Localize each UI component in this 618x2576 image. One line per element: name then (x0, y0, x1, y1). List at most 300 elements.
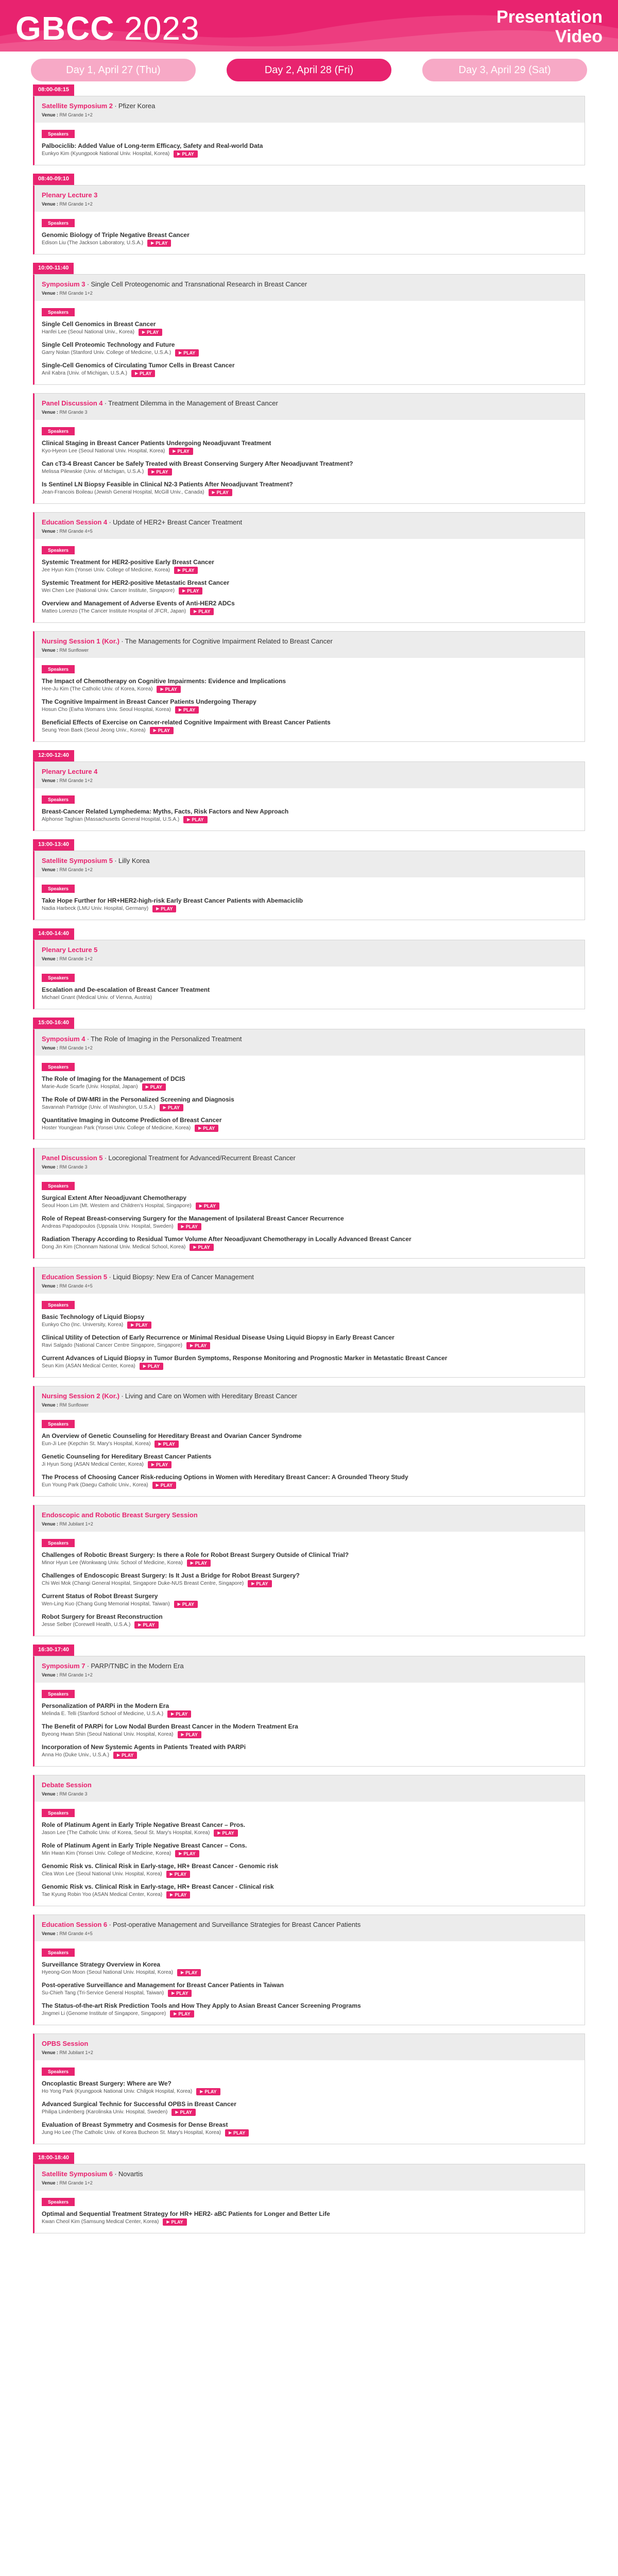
play-button[interactable] (160, 1104, 183, 1111)
talk-item (42, 1235, 577, 1251)
talk-item (42, 1215, 577, 1230)
session-venue (42, 529, 577, 534)
play-button[interactable] (140, 1363, 163, 1370)
speakers-badge: Speakers (42, 2067, 75, 2076)
talk-speaker: Eun Young Park (Daegu Catholic Univ., Korea) (42, 1482, 148, 1488)
session-title (42, 280, 577, 289)
venue-value: RM Grande 1+2 (59, 1045, 93, 1050)
session-venue (42, 648, 577, 653)
talk-meta (42, 587, 577, 595)
talk-title: Role of Repeat Breast-conserving Surgery for the Management of Ipsilateral Breast Cancer Recurrence (42, 1215, 344, 1222)
play-button[interactable] (167, 1710, 191, 1718)
session-header (35, 632, 585, 658)
talk-item (42, 1096, 577, 1111)
play-button[interactable] (178, 1223, 201, 1230)
session-desc-sep: ∙ (119, 637, 125, 645)
venue-value: RM Sunflower (59, 1402, 89, 1408)
speakers-badge: Speakers (42, 1182, 75, 1190)
session-card (33, 1386, 585, 1497)
play-button[interactable] (148, 468, 171, 476)
play-button[interactable] (177, 1969, 201, 1976)
venue-key: Venue : (42, 1283, 59, 1289)
talk-speaker: Eunkyo Cho (Inc. University, Korea) (42, 1322, 124, 1328)
talk-speaker: Wei Chen Lee (National Univ. Cancer Institute, Singapore) (42, 588, 175, 594)
session-type: Plenary Lecture 3 (42, 191, 98, 199)
session-type: OPBS Session (42, 2040, 89, 2047)
talk-item (42, 677, 577, 693)
talk-item (42, 1116, 577, 1132)
venue-key: Venue : (42, 648, 59, 653)
talk-title: Current Status of Robot Breast Surgery (42, 1592, 158, 1600)
venue-key: Venue : (42, 1164, 59, 1170)
play-icon: ▶ (151, 469, 155, 474)
talk-speaker: Hoster Youngjean Park (Yonsei Univ. College of Medicine, Korea) (42, 1125, 191, 1131)
play-icon: ▶ (145, 1084, 149, 1089)
session-card (33, 1029, 585, 1140)
talk-item (42, 1883, 577, 1899)
talk-title: Can cT3-4 Breast Cancer be Safely Treated with Breast Conserving Surgery After Neoadjuvant Treatment? (42, 460, 353, 467)
play-button[interactable] (154, 1440, 178, 1448)
venue-value: RM Grande 1+2 (59, 291, 93, 296)
talk-speaker: Ho Yong Park (Kyungpook National Univ. Chilgok Hospital, Korea) (42, 2089, 193, 2094)
venue-value: RM Grande 1+2 (59, 778, 93, 783)
play-button[interactable] (163, 2218, 186, 2226)
session-card (33, 1914, 585, 2025)
play-label: PLAY (183, 1851, 196, 1856)
talk-speaker: Eun-Ji Lee (Kepchin St. Mary's Hospital, Korea) (42, 1441, 151, 1447)
play-button[interactable] (178, 1731, 201, 1738)
logo-text: GBCC (15, 10, 115, 47)
speakers-badge: Speakers (42, 885, 75, 893)
play-button[interactable] (175, 706, 199, 714)
talk-meta (42, 608, 577, 615)
session-card (33, 1148, 585, 1259)
play-button[interactable] (157, 686, 180, 693)
session-body (35, 1532, 585, 1636)
talk-speaker: Wen-Ling Kuo (Chang Gung Memorial Hospital, Taiwan) (42, 1601, 170, 1607)
speakers-badge: Speakers (42, 427, 75, 435)
play-button[interactable] (179, 587, 202, 595)
talk-title: Robot Surgery for Breast Reconstruction (42, 1613, 163, 1620)
logo[interactable] (15, 9, 200, 47)
talk-item (42, 1702, 577, 1718)
play-label: PLAY (135, 1323, 148, 1328)
play-button[interactable] (248, 1580, 271, 1587)
play-icon: ▶ (199, 1204, 202, 1208)
speakers-badge: Speakers (42, 1948, 75, 1957)
talk-item (42, 231, 577, 247)
tab-day-2[interactable]: Day 2, April 28 (Fri) (227, 59, 391, 81)
venue-value: RM Grande 1+2 (59, 956, 93, 961)
talk-item (42, 986, 577, 1002)
talk-title: Optimal and Sequential Treatment Strategy for HR+ HER2- aBC Patients for Longer and Better Life (42, 2210, 330, 2217)
play-label: PLAY (156, 241, 168, 246)
session-body (35, 1802, 585, 1906)
play-label: PLAY (182, 568, 195, 573)
session-title (42, 2170, 577, 2178)
talk-item (42, 362, 577, 377)
session-venue (42, 1931, 577, 1936)
session-type: Satellite Symposium 2 (42, 102, 113, 110)
talk-meta (42, 1125, 577, 1132)
session-card (33, 96, 585, 165)
session-block (33, 1914, 585, 2025)
session-venue (42, 778, 577, 783)
talk-item (42, 1432, 577, 1448)
session-type: Satellite Symposium 5 (42, 857, 113, 865)
session-desc: Lilly Korea (118, 857, 150, 865)
venue-value: RM Grande 3 (59, 410, 88, 415)
session-body (35, 1294, 585, 1377)
play-icon: ▶ (151, 1462, 155, 1467)
play-label: PLAY (185, 1970, 198, 1975)
talk-meta (42, 1990, 577, 1997)
play-button[interactable] (186, 1342, 210, 1349)
venue-value: RM Grande 3 (59, 1164, 88, 1170)
play-button[interactable] (150, 727, 174, 734)
play-icon: ▶ (180, 1970, 184, 1975)
play-button[interactable] (127, 1321, 151, 1329)
talk-meta (42, 489, 577, 496)
play-button[interactable] (195, 1125, 218, 1132)
session-desc: Pfizer Korea (118, 102, 156, 110)
talk-title: Escalation and De-escalation of Breast Cancer Treatment (42, 986, 210, 993)
session-venue (42, 1521, 577, 1527)
talk-meta (42, 1829, 577, 1837)
play-label: PLAY (198, 1245, 210, 1250)
talk-item (42, 1453, 577, 1468)
talk-title: The Status-of-the-art Risk Prediction Tools and How They Apply to Asian Breast Cancer Screening Programs (42, 2002, 361, 2009)
talk-title: Genomic Risk vs. Clinical Risk in Early-stage, HR+ Breast Cancer - Genomic risk (42, 1862, 279, 1870)
play-button[interactable] (175, 1850, 199, 1857)
session-type: Nursing Session 1 (Kor.) (42, 637, 119, 645)
session-type: Debate Session (42, 1781, 92, 1789)
talk-meta (42, 1244, 577, 1251)
session-body (35, 1683, 585, 1766)
play-icon: ▶ (179, 350, 182, 355)
talk-item (42, 1842, 577, 1857)
talk-speaker: Jung Ho Lee (The Catholic Univ. of Korea Bucheon St. Mary's Hospital, Korea) (42, 2130, 221, 2136)
play-icon: ▶ (212, 490, 215, 495)
session-header (35, 762, 585, 788)
speakers-badge: Speakers (42, 2198, 75, 2206)
play-icon: ▶ (181, 1732, 184, 1737)
talk-item (42, 558, 577, 574)
talk-meta (42, 240, 577, 247)
play-label: PLAY (150, 1084, 162, 1090)
talk-speaker: Hyeong-Gon Moon (Seoul National Univ. Hospital, Korea) (42, 1970, 173, 1975)
play-button[interactable] (152, 1482, 176, 1489)
play-icon: ▶ (169, 1872, 173, 1876)
play-button[interactable] (142, 1083, 166, 1091)
play-icon: ▶ (163, 1105, 166, 1110)
play-label: PLAY (167, 1105, 180, 1110)
talk-speaker: Marie-Aude Scarfe (Univ. Hospital, Japan) (42, 1084, 138, 1090)
session-title (42, 1511, 577, 1519)
talk-title: Challenges of Endoscopic Breast Surgery: Is It Just a Bridge for Robot Breast Surgery? (42, 1572, 300, 1579)
talk-speaker: Ji Hyun Song (ASAN Medical Center, Korea) (42, 1462, 144, 1467)
tab-day-3[interactable]: Day 3, April 29 (Sat) (422, 59, 587, 81)
play-button[interactable] (113, 1752, 137, 1759)
session-block (33, 512, 585, 623)
session-card (33, 940, 585, 1009)
session-venue (42, 410, 577, 415)
talk-title: Clinical Staging in Breast Cancer Patients Undergoing Neoadjuvant Treatment (42, 439, 271, 447)
talk-title: Advanced Surgical Technic for Successful OPBS in Breast Cancer (42, 2100, 236, 2108)
talk-title: Is Sentinel LN Biopsy Feasible in Clinical N2-3 Patients After Neoadjuvant Treatment? (42, 481, 293, 488)
session-block (33, 1386, 585, 1497)
play-label: PLAY (156, 469, 168, 474)
play-label: PLAY (143, 1622, 155, 1628)
talk-speaker: Chi Wei Mok (Changi General Hospital, Singapore Duke-NUS Breast Centre, Singapore) (42, 1581, 244, 1586)
talk-title: Evaluation of Breast Symmetry and Cosmesis for Dense Breast (42, 2121, 228, 2128)
session-desc-sep: ∙ (113, 857, 118, 865)
session-card (33, 393, 585, 504)
play-button[interactable] (214, 1829, 237, 1837)
talk-item (42, 1075, 577, 1091)
play-icon: ▶ (158, 1442, 162, 1446)
session-block (33, 928, 585, 1009)
play-button[interactable] (183, 816, 207, 823)
session-block (33, 2153, 585, 2233)
play-button[interactable] (209, 489, 232, 496)
talk-meta (42, 329, 577, 336)
venue-value: RM Grande 4+5 (59, 529, 93, 534)
session-venue (42, 2050, 577, 2055)
play-button[interactable] (196, 1202, 219, 1210)
talk-item (42, 1592, 577, 1608)
session-body (35, 420, 585, 503)
play-label: PLAY (174, 1872, 186, 1877)
talk-item (42, 1551, 577, 1567)
session-desc: Locoregional Treatment for Advanced/Recurrent Breast Cancer (108, 1154, 296, 1162)
session-title (42, 1154, 577, 1162)
session-header (35, 1148, 585, 1175)
play-icon: ▶ (171, 1991, 175, 1995)
play-button[interactable] (166, 1871, 190, 1878)
play-icon: ▶ (116, 1753, 121, 1757)
session-header (35, 185, 585, 212)
session-desc: Liquid Biopsy: New Era of Cancer Management (113, 1273, 254, 1281)
talk-meta (42, 1482, 577, 1489)
session-body (35, 788, 585, 831)
play-button[interactable] (174, 150, 197, 158)
play-label: PLAY (177, 449, 190, 454)
talk-speaker: Seun Kim (ASAN Medical Center, Korea) (42, 1363, 135, 1369)
play-label: PLAY (204, 2089, 217, 2094)
play-icon: ▶ (131, 1323, 134, 1327)
session-body (35, 1941, 585, 2025)
play-button[interactable] (174, 1601, 198, 1608)
venue-key: Venue : (42, 1791, 59, 1797)
talk-item (42, 1743, 577, 1759)
talk-title: The Role of DW-MRI in the Personalized Screening and Diagnosis (42, 1096, 234, 1103)
talk-item (42, 1473, 577, 1489)
session-body (35, 123, 585, 165)
play-button[interactable] (152, 905, 176, 912)
venue-key: Venue : (42, 778, 59, 783)
session-header (35, 96, 585, 123)
play-label: PLAY (256, 1581, 268, 1586)
talk-speaker: Min Hwan Kim (Yonsei Univ. College of Medicine, Korea) (42, 1851, 171, 1856)
play-label: PLAY (122, 1753, 134, 1758)
session-title (42, 1920, 577, 1929)
play-label: PLAY (178, 2011, 191, 2016)
session-card (33, 512, 585, 623)
play-button[interactable] (166, 1891, 190, 1899)
talk-item (42, 460, 577, 476)
play-button[interactable] (139, 329, 162, 336)
page-title-line2: Video (555, 27, 603, 46)
talk-meta (42, 816, 577, 823)
session-header (35, 1656, 585, 1683)
session-time: 18:00-18:40 (33, 2153, 74, 2164)
play-icon: ▶ (177, 1602, 181, 1606)
session-desc: Novartis (118, 2170, 143, 2178)
tab-day-1[interactable]: Day 1, April 27 (Thu) (31, 59, 196, 81)
play-label: PLAY (147, 330, 159, 335)
talk-meta (42, 1891, 577, 1899)
talk-meta (42, 150, 577, 158)
talk-item (42, 1981, 577, 1997)
talk-title: Role of Platinum Agent in Early Triple Negative Breast Cancer – Cons. (42, 1842, 247, 1849)
venue-value: RM Grande 3 (59, 1791, 88, 1797)
play-label: PLAY (195, 1343, 207, 1348)
play-icon: ▶ (217, 1831, 221, 1835)
header (0, 0, 618, 52)
session-block (33, 839, 585, 920)
venue-value: RM Grande 1+2 (59, 867, 93, 872)
talk-speaker: Jingmei Li (Genome Institute of Singapore, Singapore) (42, 2011, 166, 2016)
talk-speaker: Byeong Hwan Shin (Seoul National Univ. Hospital, Korea) (42, 1732, 174, 1737)
session-block (33, 1775, 585, 1906)
talk-title: Genomic Risk vs. Clinical Risk in Early-stage, HR+ Breast Cancer - Clinical risk (42, 1883, 274, 1890)
speakers-badge: Speakers (42, 795, 75, 804)
session-desc: The Role of Imaging in the Personalized Treatment (91, 1035, 242, 1043)
talk-speaker: Tae Kyung Robin Yoo (ASAN Medical Center, Korea) (42, 1892, 163, 1897)
play-icon: ▶ (171, 1711, 175, 1716)
day-tabs (0, 52, 618, 84)
session-type: Symposium 7 (42, 1662, 85, 1670)
session-type: Plenary Lecture 4 (42, 768, 98, 775)
talk-meta (42, 1321, 577, 1329)
play-label: PLAY (182, 151, 194, 157)
speakers-badge: Speakers (42, 1809, 75, 1817)
session-venue (42, 2180, 577, 2185)
speakers-badge: Speakers (42, 1539, 75, 1547)
talk-item (42, 1723, 577, 1738)
session-header (35, 275, 585, 301)
session-venue (42, 1791, 577, 1797)
session-desc-sep: ∙ (107, 518, 113, 526)
venue-key: Venue : (42, 1402, 59, 1408)
play-button[interactable] (190, 1244, 213, 1251)
play-label: PLAY (222, 1831, 234, 1836)
play-button[interactable] (187, 1560, 211, 1567)
session-header (35, 394, 585, 420)
talk-title: Challenges of Robotic Breast Surgery: Is there a Role for Robot Breast Surgery Outside of Clinical Trial? (42, 1551, 349, 1558)
talk-meta (42, 1223, 577, 1230)
talk-speaker: Edison Liu (The Jackson Laboratory, U.S.A.) (42, 240, 144, 246)
play-button[interactable] (168, 1990, 192, 1997)
venue-value: RM Grande 1+2 (59, 201, 93, 207)
speakers-badge: Speakers (42, 130, 75, 138)
logo-year: 2023 (124, 10, 200, 47)
talk-speaker: Savannah Partridge (Univ. of Washington, U.S.A.) (42, 1105, 156, 1110)
play-button[interactable] (196, 2088, 220, 2095)
play-label: PLAY (176, 1991, 188, 1996)
play-button[interactable] (169, 448, 193, 455)
session-desc-sep: ∙ (113, 102, 118, 110)
talk-meta (42, 1752, 577, 1759)
session-header (35, 940, 585, 967)
talk-speaker: Andreas Papadopoulos (Uppsala Univ. Hospital, Sweden) (42, 1224, 174, 1229)
talk-speaker: Dong Jin Kim (Chonnam National Univ. Medical School, Korea) (42, 1244, 186, 1250)
session-venue (42, 1164, 577, 1170)
talk-speaker: Su-Chieh Tang (Tri-Service General Hospital, Taiwan) (42, 1990, 164, 1996)
play-button[interactable] (225, 2129, 249, 2137)
play-label: PLAY (198, 609, 211, 614)
talk-meta (42, 1083, 577, 1091)
session-venue (42, 112, 577, 117)
talk-item (42, 2121, 577, 2137)
talk-meta (42, 1580, 577, 1587)
play-icon: ▶ (142, 330, 146, 334)
play-button[interactable] (131, 370, 155, 377)
venue-key: Venue : (42, 1672, 59, 1677)
play-button[interactable] (171, 2109, 195, 2116)
talk-meta (42, 1440, 577, 1448)
talk-speaker: Matteo Lorenzo (The Cancer Institute Hospital of JFCR, Japan) (42, 608, 186, 614)
session-card (33, 1775, 585, 1906)
session-title (42, 637, 577, 646)
play-icon: ▶ (174, 2011, 177, 2016)
session-block (33, 1018, 585, 1140)
play-icon: ▶ (178, 707, 182, 712)
play-label: PLAY (160, 1483, 173, 1488)
talk-item (42, 2002, 577, 2018)
session-title (42, 191, 577, 199)
play-label: PLAY (163, 1442, 175, 1447)
session-type: Panel Discussion 5 (42, 1154, 103, 1162)
play-button[interactable] (190, 608, 214, 615)
play-button[interactable] (134, 1621, 158, 1629)
session-body (35, 1056, 585, 1139)
play-label: PLAY (185, 1732, 198, 1737)
talk-meta (42, 370, 577, 377)
session-block (33, 631, 585, 742)
speakers-badge: Speakers (42, 219, 75, 227)
session-title (42, 101, 577, 110)
talk-meta (42, 1202, 577, 1210)
venue-value: RM Grande 1+2 (59, 112, 93, 117)
play-button[interactable] (148, 1461, 171, 1468)
session-block (33, 2033, 585, 2144)
session-time: 13:00-13:40 (33, 839, 74, 851)
play-button[interactable] (147, 240, 171, 247)
play-button[interactable] (170, 2010, 194, 2018)
session-desc: Treatment Dilemma in the Management of Breast Cancer (108, 399, 278, 407)
speakers-badge: Speakers (42, 308, 75, 316)
talk-item (42, 1613, 577, 1629)
session-card (33, 851, 585, 920)
venue-key: Venue : (42, 1931, 59, 1936)
play-label: PLAY (203, 1126, 215, 1131)
talk-speaker: Kwan Cheol Kim (Samsung Medical Center, Korea) (42, 2219, 159, 2225)
play-button[interactable] (175, 349, 199, 357)
play-button[interactable] (174, 567, 198, 574)
session-title (42, 518, 577, 527)
